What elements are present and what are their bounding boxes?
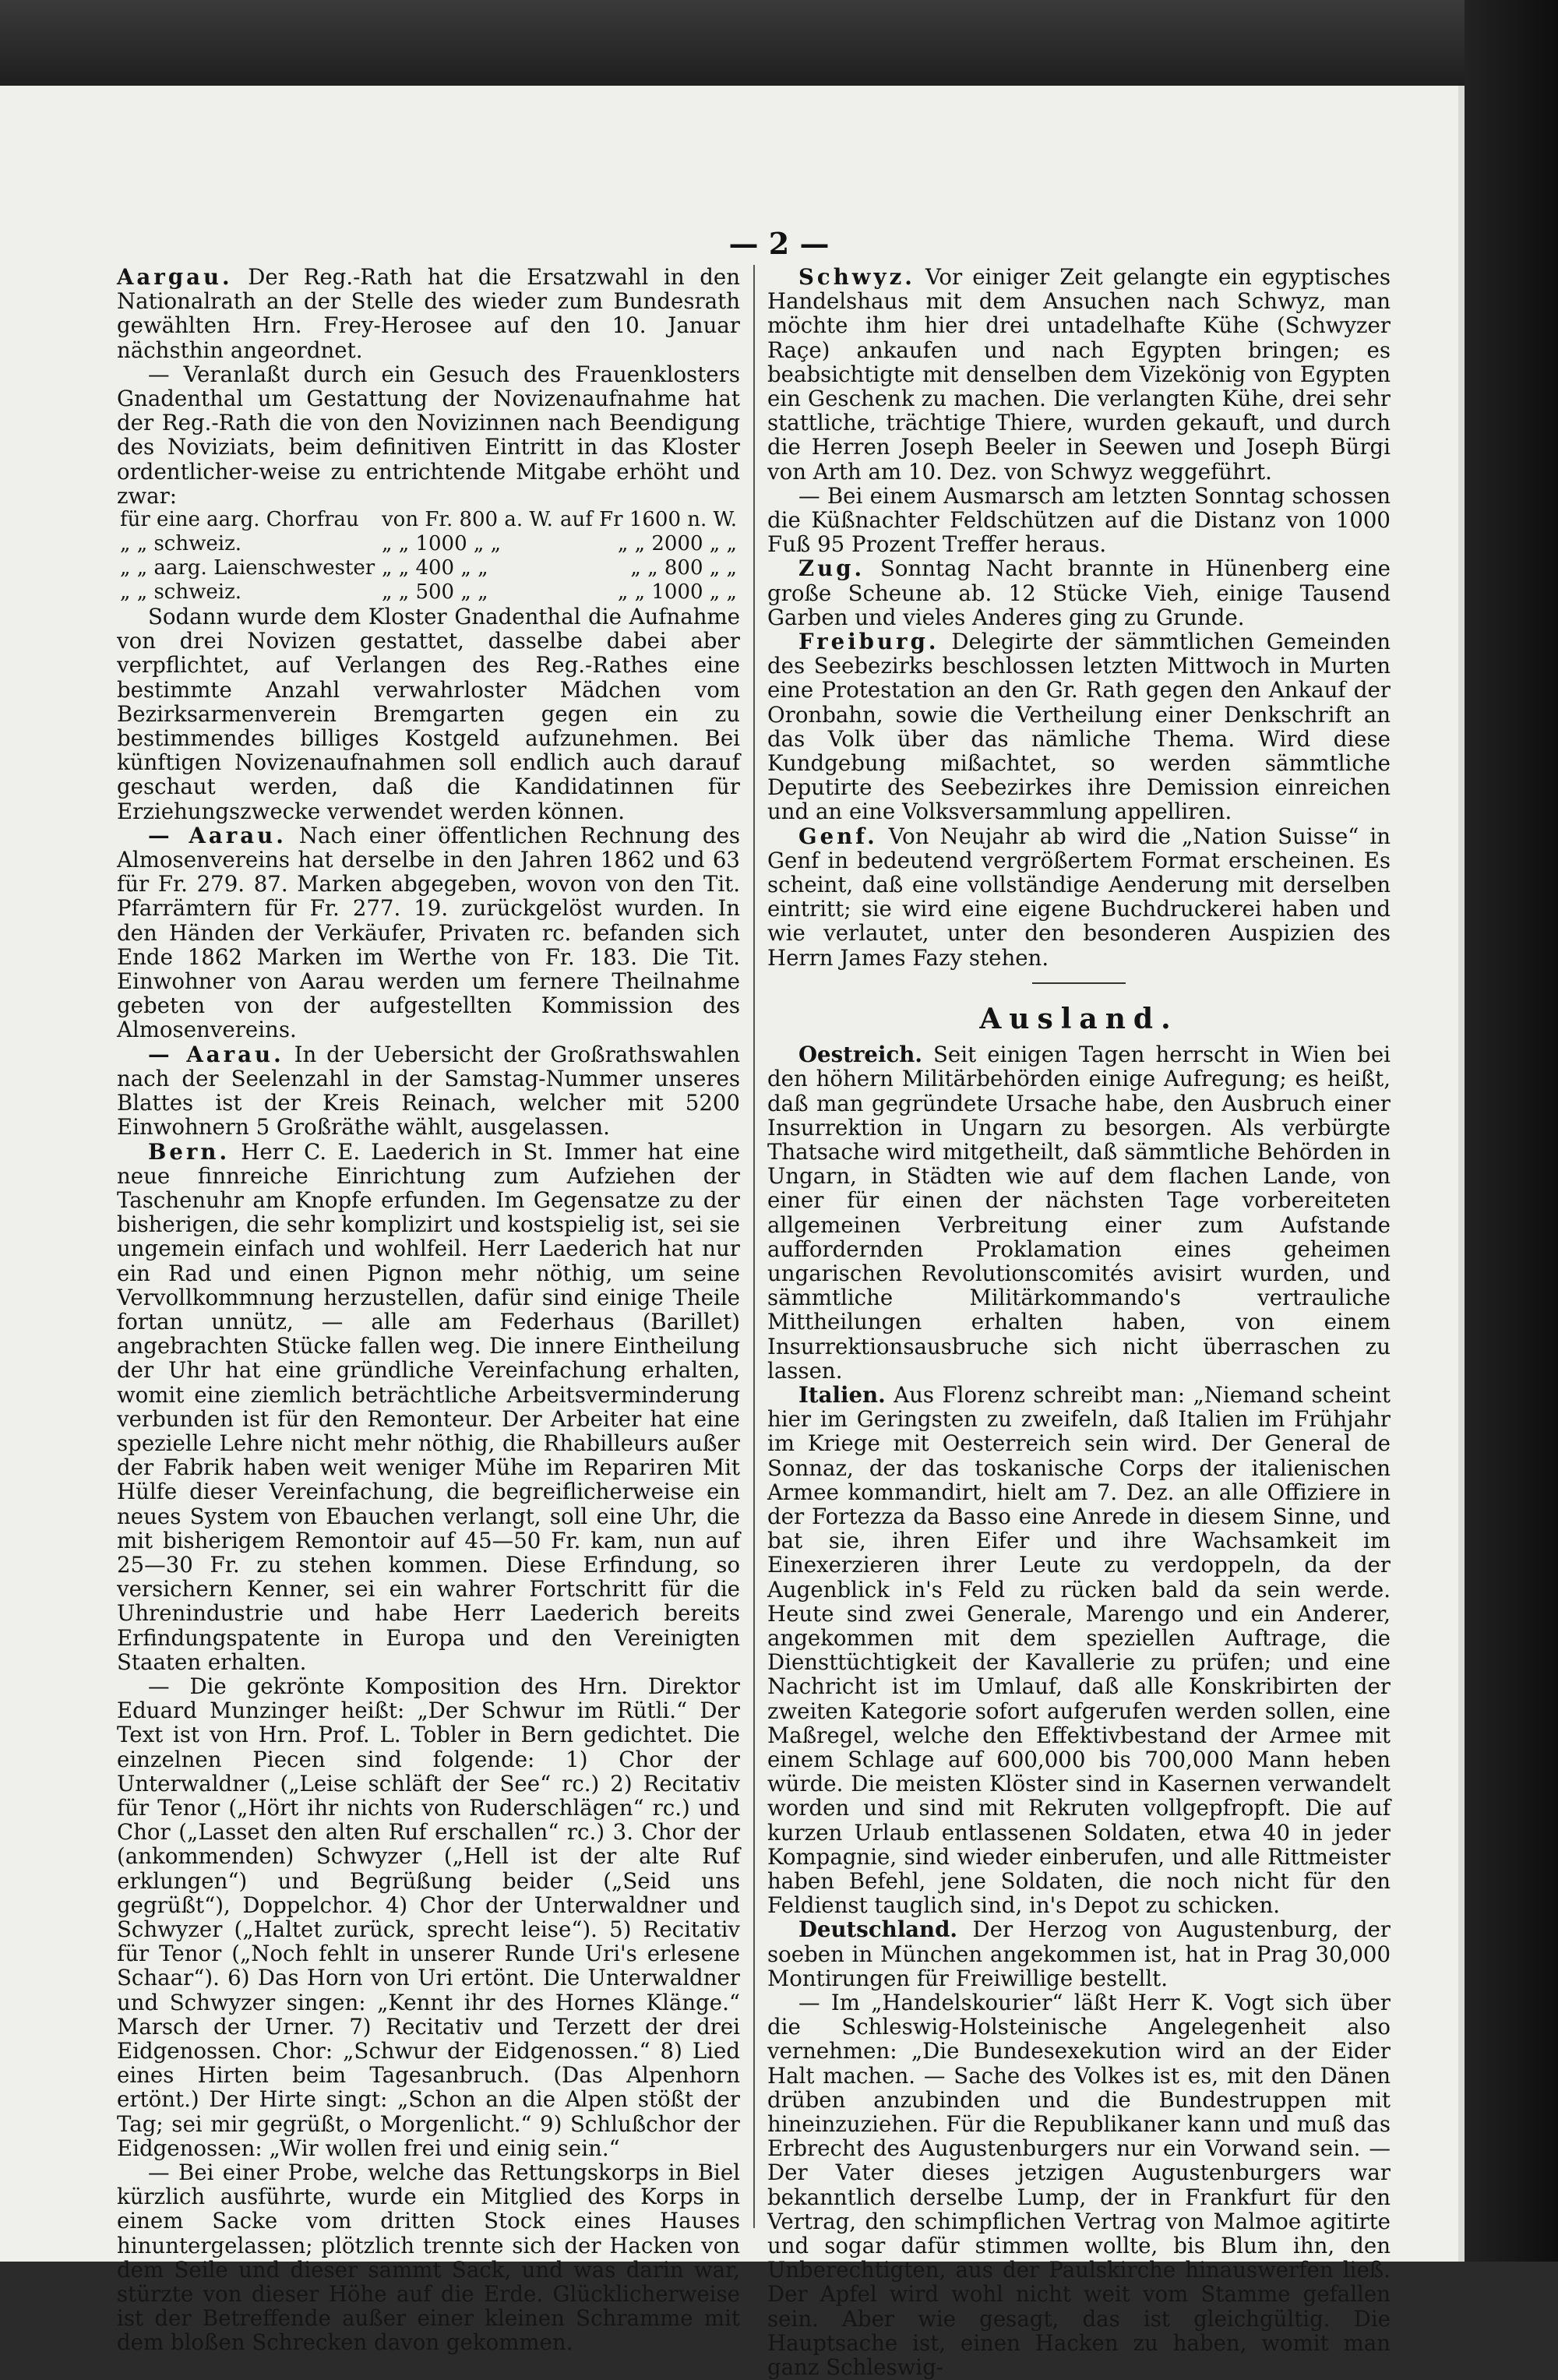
article-rettungskorps: — Bei einer Probe, welche das Rettungskorps in Biel kürzlich ausführte, wurde ein Mitglied des Korps in einem Sacke vom dritten Stock eines Hauses hinuntergelassen; plötzlich trennte sich der Hacken von dem Seile und dieser sammt Sack, und was darin war, stürzte von dieser Höhe auf die Erde. Glücklicherweise ist der Betreffende außer einer kleinen Schramme mit dem bloßen Schrecken davon gekommen. (117, 2160, 740, 2356)
dateline-place: Italien. (798, 1381, 886, 1408)
fee-label: „ „ schweiz. (120, 532, 242, 556)
article-gnadenthal: — Veranlaßt durch ein Gesuch des Frauenklosters Gnadenthal um Gestattung der Novizenaufnahme hat der Reg.-Rath die von den Novizinnen nach Beendigung des Noviziats, beim definitiven Eintritt in das Kloster ordentlicher-weise zu entrichtende Mitgabe erhöht und zwar: (117, 361, 740, 509)
article-oestreich (767, 1042, 1391, 1383)
dateline-place: — Aarau. (148, 822, 287, 848)
dateline-place: Bern. (148, 1138, 231, 1165)
article-text: In der Uebersicht der Großrathswahlen nach der Seelenzahl in der Samstag-Nummer unseres Blattes ist der Kreis Reinach, welcher mit 5200 Einwohnern 5 Großräthe wählt, ausgelassen. (117, 1041, 741, 1141)
article-italien (767, 1383, 1391, 1917)
dateline-place: Aargau. (117, 264, 233, 290)
fee-label: „ „ aarg. Laienschwester (120, 556, 375, 580)
table-row (117, 580, 740, 605)
right-column (767, 265, 1391, 2379)
article-deutschland (767, 1917, 1391, 1990)
article-bern-uhr (117, 1140, 740, 1674)
fee-label: „ „ schweiz. (120, 580, 242, 605)
article-handelskourier: — Im „Handelskourier“ läßt Herr K. Vogt sich über die Schleswig-Holsteinische Angelegenheit also vernehmen: „Die Bundesexekution wird an der Eider Halt machen. — Sache des Volkes ist es, mit den Dänen drüben anzubinden und die Bundestruppen mit hineinzuziehen. Für die Republikaner kann und muß das Erbrecht des Augustenburgers nur ein Vorwand sein. — Der Vater dieses jetzigen Augustenburgers war bekanntlich derselbe Lump, der in Frankfurt für den Vertrag, den schimpflichen Vertrag von Malmoe agitirte und sogar dafür stimmen wollte, bis Blum ihn, den Unberechtigten, aus der Paulskirche hinauswerfen ließ. Der Apfel wird wohl nicht weit vom Stamme gefallen sein. Aber wie gesagt, das ist gleichgültig. Die Hauptsache ist, einen Hacken zu haben, womit man ganz Schleswig- (767, 1990, 1391, 2380)
article-text: Der Herzog von Augustenburg, der soeben in München angekommen ist, hat in Prag 30,000 Montirungen für Freiwillige bestellt. (767, 1916, 1391, 1991)
dateline-place: Freiburg. (798, 629, 939, 655)
column-divider (753, 265, 755, 2228)
article-aarau-wahlen (117, 1042, 740, 1140)
left-column (117, 265, 740, 2355)
article-freiburg (767, 629, 1391, 824)
dateline-place: Zug. (798, 555, 865, 582)
fee-to: „ „ 2000 „ „ (617, 532, 737, 556)
article-schwyz-schuetzen: — Bei einem Ausmarsch am letzten Sonntag schossen die Küßnachter Feldschützen auf die Distanz von 1000 Fuß 95 Prozent Treffer heraus. (767, 482, 1391, 558)
fee-to: „ „ 1000 „ „ (617, 580, 737, 605)
fee-from: „ „ 500 „ „ (381, 580, 488, 605)
article-komposition: — Die gekrönte Komposition des Hrn. Direktor Eduard Munzinger heißt: „Der Schwur im Rütli.“ Der Text ist von Hrn. Prof. L. Tobler in Bern gedichtet. Die einzelnen Piecen sind folgende: 1) Chor der Unterwaldner („Leise schläft der See“ rc.) 2) Recitativ für Tenor („Hört ihr nichts von Ruderschlägen“ rc.) und Chor („Lasset den alten Ruf erschallen“ rc.) 3. Chor der (ankommenden) Schwyzer („Hell ist der alte Ruf erklungen“) und Begrüßung beider („Seid uns gegrüßt“), Doppelchor. 4) Chor der Unterwaldner und Schwyzer („Haltet zurück, sprecht leise“). 5) Recitativ für Tenor („Noch fehlt in unserer Runde Uri's erlesene Schaar“). 6) Das Horn von Uri ertönt. Die Unterwaldner und Schwyzer singen: „Kennt ihr des Hornes Klänge.“ Marsch der Urner. 7) Recitativ und Terzett der drei Eidgenossen. Chor: „Schwur der Eidgenossen.“ 8) Lied eines Hirten beim Tagesanbruch. (Das Alpenhorn ertönt.) Der Hirte singt: „Schon an die Alpen stößt der Tag; sei mir gegrüßt, o Morgenlicht.“ 9) Schlußchor der Eidgenossen: „Wir wollen frei und einig sein.“ (117, 1673, 740, 2161)
fee-from: „ „ 400 „ „ (381, 556, 488, 580)
article-text: Aus Florenz schreibt man: „Niemand scheint hier im Geringsten zu zweifeln, daß Italien im Frühjahr im Kriege mit Oesterreich sein wird. Der General de Sonnaz, der das toskanische Corps der italienischen Armee kommandirt, hielt am 7. Dez. an alle Offiziere in der Fortezza da Basso eine Anrede in diesem Sinne, und bat sie, ihren Eifer und ihre Wachsamkeit im Einexerzieren ihrer Leute zu verdoppeln, da der Augenblick in's Feld zu rücken bald da sein werde. Heute sind zwei Generale, Marengo und ein Anderer, angekommen mit dem speziellen Auftrage, die Diensttüchtigkeit der Kavallerie zu prüfen; und eine Nachricht ist im Umlauf, daß alle Konskribirten der zweiten Kategorie sofort aufgerufen werden sollen, eine Maßregel, welche den Effektivbestand der Armee mit einem Schlage auf 600,000 bis 700,000 Mann heben würde. Die meisten Klöster sind in Kasernen verwandelt worden und sind mit Rekruten vollgepfropft. Die auf kurzen Urlaub entlassenen Soldaten, etwa 40 in jeder Kompagnie, sind wieder einberufen, und alle Rittmeister haben Befehl, jene Soldaten, die noch nicht für den Feldienst tauglich sind, in's Depot zu schicken. (767, 1381, 1391, 1919)
fee-from: „ „ 1000 „ „ (381, 532, 502, 556)
page-number: — 2 — (728, 226, 830, 261)
scan-top-shadow (0, 0, 1558, 93)
article-gnadenthal-cont: Sodann wurde dem Kloster Gnadenthal die Aufnahme von drei Novizen gestattet, dasselbe dabei aber verpflichtet, auf Verlangen des Reg.-Rathes eine bestimmte Anzahl verwahrloster Mädchen vom Bezirksarmenverein Bremgarten gegen ein zu bestimmendes billiges Kostgeld aufzunehmen. Bei künftigen Novizenaufnahmen soll endlich auch darauf geschaut werden, daß die Kandidatinnen für Erziehungszwecke verwendet werden können. (117, 604, 740, 824)
dateline-place: — Aarau. (148, 1041, 284, 1067)
article-text: Vor einiger Zeit gelangte ein egyptisches Handelshaus mit dem Ansuchen nach Schwyz, man möchte ihm hier drei untadelhafte Kühe (Schwyzer Raçe) ankaufen und nach Egypten bringen; es beabsichtigte mit denselben dem Vizekönig von Egypten ein Geschenk zu machen. Die verlangten Kühe, drei sehr stattliche, trächtige Thiere, wurden gekauft, und durch die Herren Joseph Beeler in Seewen und Joseph Bürgi von Arth am 10. Dez. von Schwyz weggeführt. (767, 264, 1391, 485)
fee-from: von Fr. 800 a. W. (381, 508, 553, 532)
article-zug (767, 556, 1391, 629)
scan-right-edge (1465, 0, 1558, 2262)
fee-label: für eine aarg. Chorfrau (120, 508, 359, 532)
article-text: Der Reg.-Rath hat die Ersatzwahl in den Nationalrath an der Stelle des wieder zum Bundesrath gewählten Hrn. Frey-Herosee auf den 10. Januar nächsthin angeordnet. (117, 264, 740, 363)
section-title: Ausland. (979, 1002, 1179, 1035)
table-row (117, 532, 740, 556)
article-schwyz-kuehe (767, 265, 1391, 484)
dateline-place: Genf. (798, 823, 878, 849)
article-text: Delegirte der sämmtlichen Gemeinden des Seebezirks beschlossen letzten Mittwoch in Murten eine Protestation an den Gr. Rath gegen den Ankauf der Oronbahn, sowie die Vertheilung einer Denkschrift an das Volk über das nämliche Thema. Wird diese Kundgebung mißachtet, so werden sämmtliche Deputirte des Seebezirkes ihre Demission einreichen und an eine Volksversammlung appelliren. (767, 629, 1391, 825)
table-row (117, 556, 740, 580)
article-text: Seit einigen Tagen herrscht in Wien bei den höhern Militärbehörden einige Aufregung; es heißt, daß man gegründete Ursache habe, den Ausbruch einer Insurrektion in Ungarn zu besorgen. Als verbürgte Thatsache wird mitgetheilt, daß sämmtliche Behörden in Ungarn, in Städten wie auf dem flachen Lande, von einer für einen der nächsten Tage vorbereiteten allgemeinen Verbreitung einer zum Aufstande auffordernden Proklamation eines geheimen ungarischen Revolutionscomités avisirt wurden, und sämmtliche Militärkommando's vertrauliche Mittheilungen erhalten haben, von einem Insurrektionsausbruche sich nicht überraschen zu lassen. (767, 1042, 1391, 1384)
section-rule (1032, 982, 1126, 984)
article-text: Von Neujahr ab wird die „Nation Suisse“ in Genf in bedeutend vergrößertem Format erscheinen. Es scheint, daß eine vollständige Aenderung mit derselben eintritt; sie wird eine eigene Buchdruckerei haben und wie verlautet, unter den besonderen Auspizien des Herrn James Fazy stehen. (767, 823, 1391, 971)
article-text: Herr C. E. Laederich in St. Immer hat eine neue finnreiche Einrichtung zum Aufziehen der Taschenuhr am Knopfe erfunden. Im Gegensatze zu der bisherigen, die sehr komplizirt und kostspielig ist, sei sie ungemein einfach und wohlfeil. Herr Laederich hat nur ein Rad und einen Pignon mehr nöthig, um seine Vervollkommnung herzustellen, dafür sind einige Theile fortan unnütz, — alle am Federhaus (Barillet) angebrachten Stücke fallen weg. Die innere Eintheilung der Uhr hat eine gründliche Vereinfachung erhalten, womit eine ziemlich beträchtliche Arbeitsverminderung verbunden ist für den Remonteur. Der Arbeiter hat eine spezielle Lehre nicht mehr nöthig, die Rhabilleurs außer der Fabrik haben weit weniger Mühe im Repariren Mit Hülfe dieser Vereinfachung, die begreiflicherweise ein neues System von Ebauchen verlangt, soll eine Uhr, die mit bisherigem Remontoir auf 45—50 Fr. kam, nun auf 25—30 Fr. zu stehen kommen. Diese Erfindung, so versichern Kenner, sei ein wahrer Fortschritt für die Uhrenindustrie und habe Herr Laederich bereits Erfindungspatente in Europa und den Vereinigten Staaten erhalten. (117, 1138, 741, 1675)
dateline-place: Oestreich. (798, 1042, 922, 1068)
fee-to: „ „ 800 „ „ (630, 556, 737, 580)
fee-table (117, 508, 740, 605)
article-text: Nach einer öffentlichen Rechnung des Almosenvereins hat derselbe in den Jahren 1862 und 63 für Fr. 279. 87. Marken abgegeben, wovon von den Tit. Pfarrämtern für Fr. 277. 19. zurückgelöst wurden. In den Händen der Verkäufer, Privaten rc. befanden sich Ende 1862 Marken im Werthe von Fr. 183. Die Tit. Einwohner von Aarau werden um fernere Theilnahme gebeten von der aufgestellten Kommission des Almosenvereins. (117, 822, 741, 1043)
article-aarau-almosen (117, 823, 740, 1042)
article-aargau-nationalrath (117, 265, 740, 362)
dateline-place: Deutschland. (798, 1916, 958, 1943)
dateline-place: Schwyz. (798, 264, 915, 290)
table-row (117, 508, 740, 532)
article-genf (767, 824, 1391, 970)
fee-to: auf Fr 1600 n. W. (559, 508, 737, 532)
article-text: Sonntag Nacht brannte in Hünenberg eine große Scheune ab. 12 Stücke Vieh, einige Tausend Garben und vieles Anderes ging zu Grunde. (767, 555, 1391, 630)
